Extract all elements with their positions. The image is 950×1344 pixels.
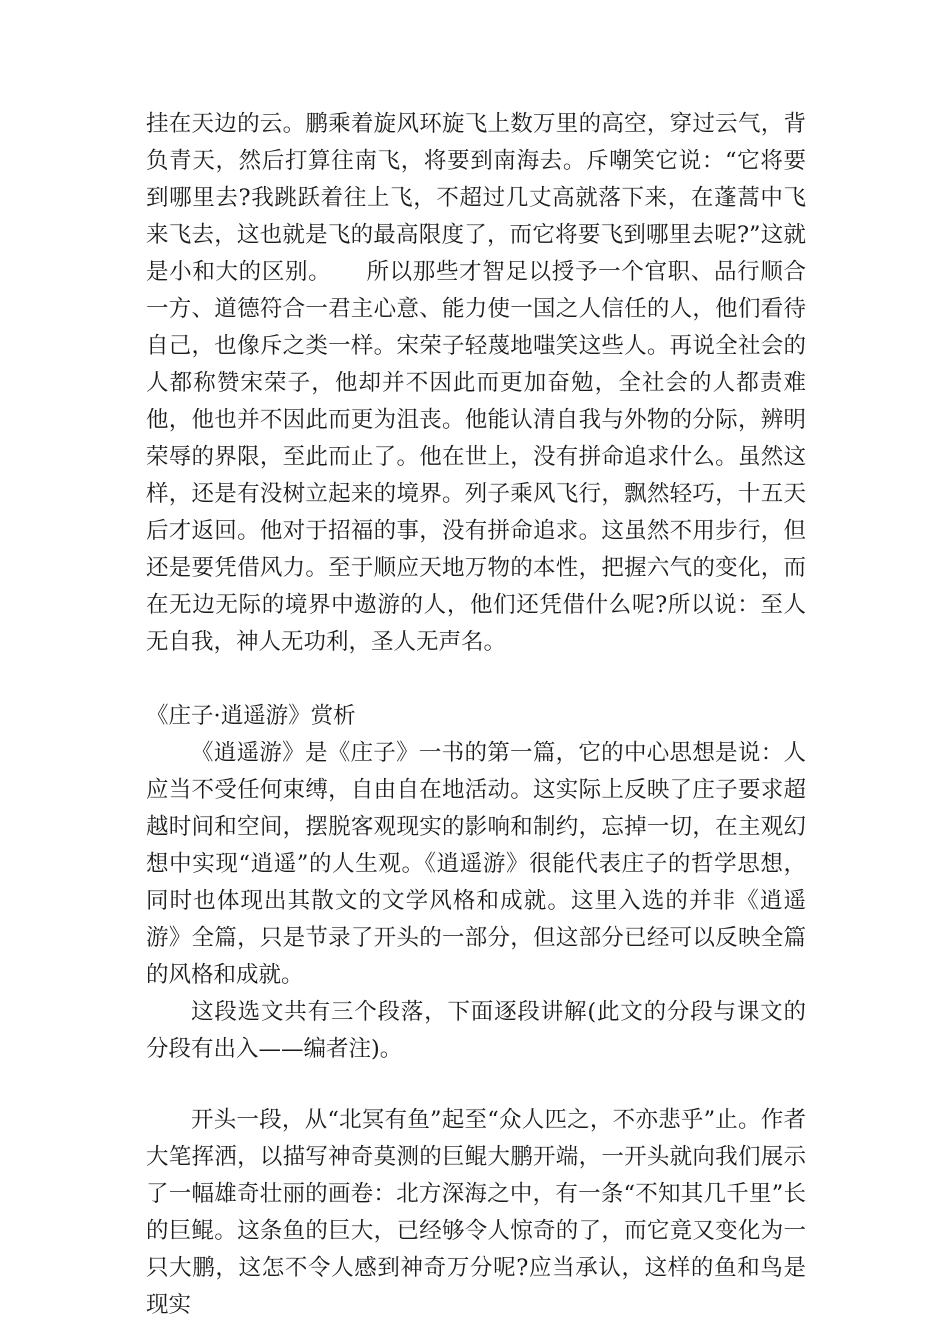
analysis-paragraph-2: 这段选文共有三个段落，下面逐段讲解(此文的分段与课文的分段有出入——编者注)。 (146, 999, 806, 1062)
paragraph-spacer (146, 1068, 806, 1102)
translation-paragraph: 挂在天边的云。鹏乘着旋风环旋飞上数万里的高空，穿过云气，背负青天，然后打算往南飞，将要到南海去。斥嘲笑它说：“它将要到哪里去?我跳跃着往上飞，不超过几丈高就落下来，在蓬蒿中飞来飞去，这也就是飞的最高限度了，而它将要飞到哪里去呢?”这就是小和大的区别。 所以那些才智足以授予一个官职、品行顺合一方、道德符合一君主心意、能力使一国之人信任的人，他们看待自己，也像斥之类一样。宋荣子轻蔑地嗤笑这些人。再说全社会的人都称赞宋荣子，他却并不因此而更加奋勉，全社会的人都责难他，他也并不因此而更为沮丧。他能认清自我与外物的分际，辨明荣辱的界限，至此而止了。他在世上，没有拼命追求什么。虽然这样，还是有没树立起来的境界。列子乘风飞行，飘然轻巧，十五天后才返回。他对于招福的事，没有拼命追求。这虽然不用步行，但还是要凭借风力。至于顺应天地万物的本性，把握六气的变化，而在无边无际的境界中遨游的人，他们还凭借什么呢?所以说：至人无自我，神人无功利，圣人无声名。 (146, 111, 806, 655)
analysis-paragraph-1: 《逍遥游》是《庄子》一书的第一篇，它的中心思想是说：人应当不受任何束缚，自由自在地活动。这实际上反映了庄子要求超越时间和空间，摆脱客观现实的影响和制约，忘掉一切，在主观幻想中实现“逍遥”的人生观。《逍遥游》很能代表庄子的哲学思想，同时也体现出其散文的文学风格和成就。这里入选的并非《逍遥游》全篇，只是节录了开头的一部分，但这部分已经可以反映全篇的风格和成就。 (146, 740, 806, 988)
section-title: 《庄子·逍遥游》赏析 (146, 703, 356, 729)
paragraph-spacer (146, 661, 806, 698)
document-page (146, 106, 806, 1324)
analysis-paragraph-3: 开头一段，从“北冥有鱼”起至“众人匹之，不亦悲乎”止。作者大笔挥洒，以描写神奇莫测的巨鲲大鹏开端，一开头就向我们展示了一幅雄奇壮丽的画卷：北方深海之中，有一条“不知其几千里”长的巨鲲。这条鱼的巨大，已经够令人惊奇的了，而它竟又变化为一只大鹏，这怎不令人感到神奇万分呢?应当承认，这样的鱼和鸟是现实 (146, 1107, 806, 1318)
